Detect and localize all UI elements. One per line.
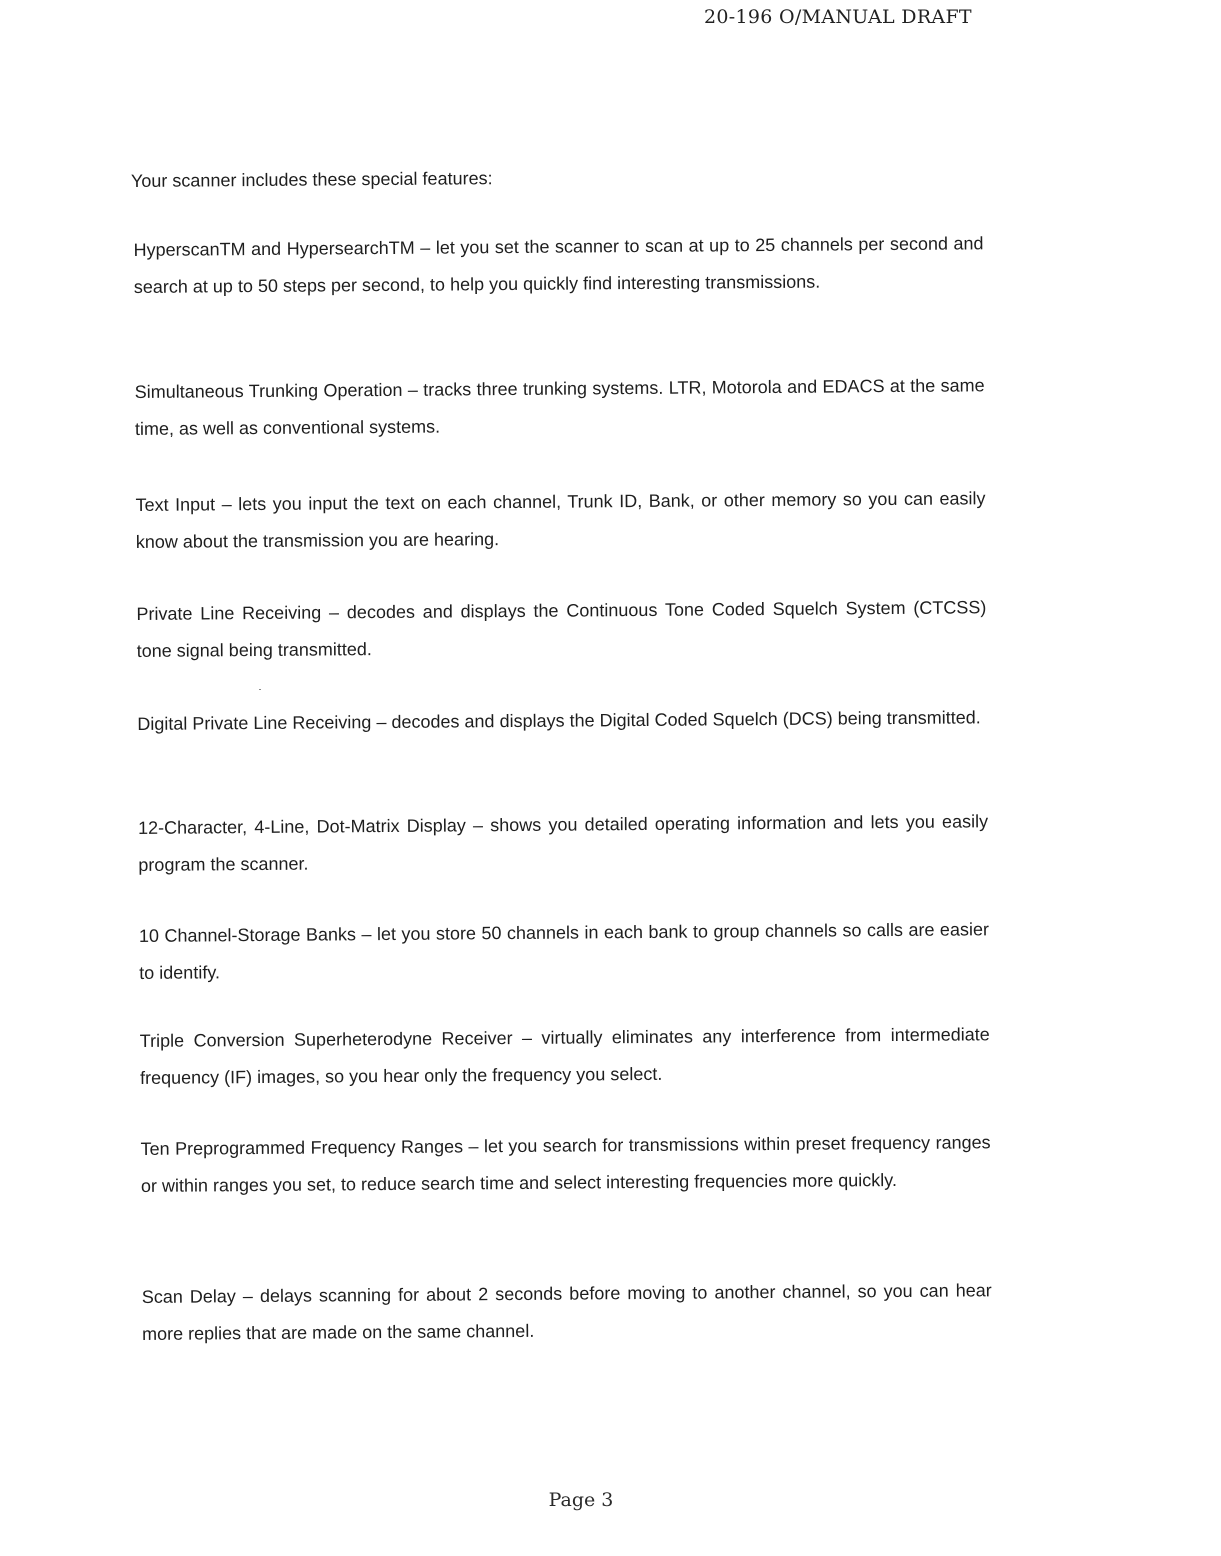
feature-name: 12-Character, 4-Line, Dot-Matrix Display [138,815,466,838]
intro-sentence: Your scanner includes these special features: [130,168,493,191]
feature-item [133,225,984,374]
feature-item [140,1124,991,1279]
scan-speck [259,689,261,690]
feature-name: Triple Conversion Superheterodyne Receiver [139,1028,513,1051]
feature-name: HyperscanTM and HypersearchTM [133,237,415,260]
feature-description: lets you input the text on each channel, Trunk ID, Bank, or other memory so you can easily know about the transmission you are hearing. [135,488,986,552]
feature-name: Scan Delay [141,1286,236,1307]
feature-name: Ten Preprogrammed Frequency Ranges [140,1136,464,1159]
feature-dash: – [468,1136,479,1157]
feature-description: delays scanning for about 2 seconds before moving to another channel, so you can hear more replies that are made on the same channel. [141,1280,992,1344]
feature-dash: – [472,815,484,836]
feature-description: let you set the scanner to scan at up to 25 channels per second and search at up to 50 steps per second, to help you quickly find interesting transmissions. [133,233,984,297]
feature-dash: – [420,237,431,258]
feature-dash: – [361,924,372,945]
feature-name: Digital Private Line Receiving [137,712,372,734]
feature-item [135,367,986,487]
feature-item [135,480,986,596]
feature-name: 10 Channel-Storage Banks [138,924,357,946]
feature-dash: – [242,1286,253,1307]
feature-dash: – [521,1027,533,1048]
feature-name: Private Line Receiving [136,602,322,624]
feature-dash: – [328,602,340,623]
page-number: Page 3 [548,1489,614,1511]
feature-description: let you store 50 channels in each bank to group channels so calls are easier to identify. [139,919,989,983]
feature-dash: – [407,379,418,400]
feature-description: decodes and displays the Continuous Tone Coded Squelch System (CTCSS) tone signal being transmitted. [136,597,987,661]
document-header: 20-196 O/MANUAL DRAFT [704,6,972,28]
feature-item [140,1016,991,1131]
feature-description: decodes and displays the Digital Coded Squelch (DCS) being transmitted. [391,707,981,732]
feature-description: shows you detailed operating information and lets you easily program the scanner. [138,811,989,875]
feature-dash: – [376,712,387,733]
feature-name: Text Input [135,494,216,515]
feature-description: tracks three trunking systems. LTR, Motorola and EDACS at the same time, as well as conventional systems. [134,375,985,439]
feature-item [136,589,987,706]
feature-item [139,911,990,1023]
feature-item [137,699,988,810]
feature-description: virtually eliminates any interference from intermediate frequency (IF) images, so you hear only the frequency you select. [139,1024,990,1088]
feature-dash: – [221,494,232,515]
feature-description: let you search for transmissions within preset frequency ranges or within ranges you set, to reduce search time and select interesting frequencies more quickly. [140,1132,991,1196]
feature-item [142,1272,993,1359]
feature-list [133,225,992,1359]
feature-name: Simultaneous Trunking Operation [134,379,403,402]
feature-item [138,803,989,918]
